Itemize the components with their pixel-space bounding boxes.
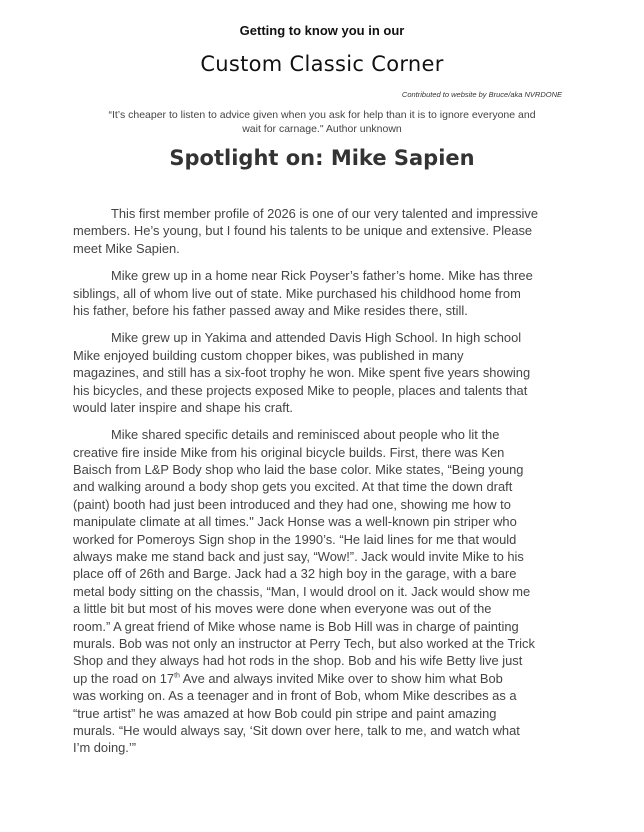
quote-line: wait for carnage." Author unknown xyxy=(242,123,402,135)
quote-line: “It’s cheaper to listen to advice given when you ask for help than it is to ignore everyone and xyxy=(108,109,536,121)
text-line: Mike shared specific details and reminisced about people who lit the xyxy=(111,427,500,443)
text-line: members. He’s young, but I found his talents to be unique and extensive. Please xyxy=(73,223,533,239)
text-line: I’m doing.’” xyxy=(73,740,137,756)
text-line: Baisch from L&P Body shop who laid the base color. Mike states, “Being young xyxy=(73,462,524,478)
text-line: his bicycles, and these projects exposed Mike to people, places and talents that xyxy=(73,382,528,398)
text-line: murals. “He would always say, ‘Sit down over here, talk to me, and watch what xyxy=(73,722,520,738)
text-line: a little bit but most of his moves were done when everyone was out of the xyxy=(73,601,492,617)
paragraph xyxy=(73,267,573,319)
text-line: “true artist” he was amazed at how Bob could pin stripe and paint amazing xyxy=(73,705,497,721)
text-line: always make me stand back and just say, “Wow!”. Jack would invite Mike to his xyxy=(73,549,524,565)
text-segment: up the road on 17 xyxy=(73,670,175,686)
text-line: siblings, all of whom live out of state. Mike purchased his childhood home from xyxy=(73,285,521,301)
paragraph xyxy=(73,329,573,416)
text-line: Mike grew up in Yakima and attended Davis High School. In high school xyxy=(111,330,522,346)
text-line: was working on. As a teenager and in front of Bob, whom Mike describes as a xyxy=(73,688,517,704)
text-line: his father, before his father passed away and Mike resides there, still. xyxy=(73,302,468,318)
article-body xyxy=(73,205,573,767)
text-line: and walking around a body shop gets you excited. At that time the down draft xyxy=(73,479,513,495)
text-line: murals. Bob was not only an instructor at Perry Tech, but also worked at the Trick xyxy=(73,635,535,651)
text-line xyxy=(73,670,573,687)
text-line: (paint) booth had just been introduced and they had one, showing me how to xyxy=(73,496,511,512)
text-line: would later inspire and shape his craft. xyxy=(73,399,293,415)
text-segment: Ave and always invited Mike over to show him what Bob xyxy=(179,670,503,686)
text-line: meet Mike Sapien. xyxy=(73,240,180,256)
text-line: Mike enjoyed building custom chopper bikes, was published in many xyxy=(73,347,464,363)
text-line: Shop and they always had hot rods in the shop. Bob and his wife Betty live just xyxy=(73,653,523,669)
spotlight-heading: Spotlight on: Mike Sapien xyxy=(169,146,475,170)
text-line: creative fire inside Mike from his original bicycle builds. First, there was Ken xyxy=(73,444,505,460)
text-line: This first member profile of 2026 is one of our very talented and impressive xyxy=(111,206,539,221)
text-segment: th xyxy=(174,672,180,680)
paragraph xyxy=(73,205,573,257)
text-line: metal body sitting on the chassis, “Man, I would drool on it. Jack would show me xyxy=(73,583,531,599)
quote xyxy=(0,108,644,136)
text-line: room.” A great friend of Mike whose name is Bob Hill was in charge of painting xyxy=(73,618,519,634)
contributor-credit: Contributed to website by Bruce/aka NVRDONE xyxy=(401,90,562,99)
text-line: magazines, and still has a six-foot trophy he won. Mike spent five years showing xyxy=(73,365,531,381)
text-line: manipulate climate at all times." Jack Honse was a well-known pin striper who xyxy=(73,514,517,530)
text-line: place off of 26th and Barge. Jack had a 32 high boy in the garage, with a bare xyxy=(73,566,517,582)
page-title: Custom Classic Corner xyxy=(200,52,444,76)
kicker-heading: Getting to know you in our xyxy=(239,23,405,38)
text-line: Mike grew up in a home near Rick Poyser’s father’s home. Mike has three xyxy=(111,268,533,284)
text-line: worked for Pomeroys Sign shop in the 1990’s. “He laid lines for me that would xyxy=(73,531,517,547)
paragraph xyxy=(73,426,573,756)
